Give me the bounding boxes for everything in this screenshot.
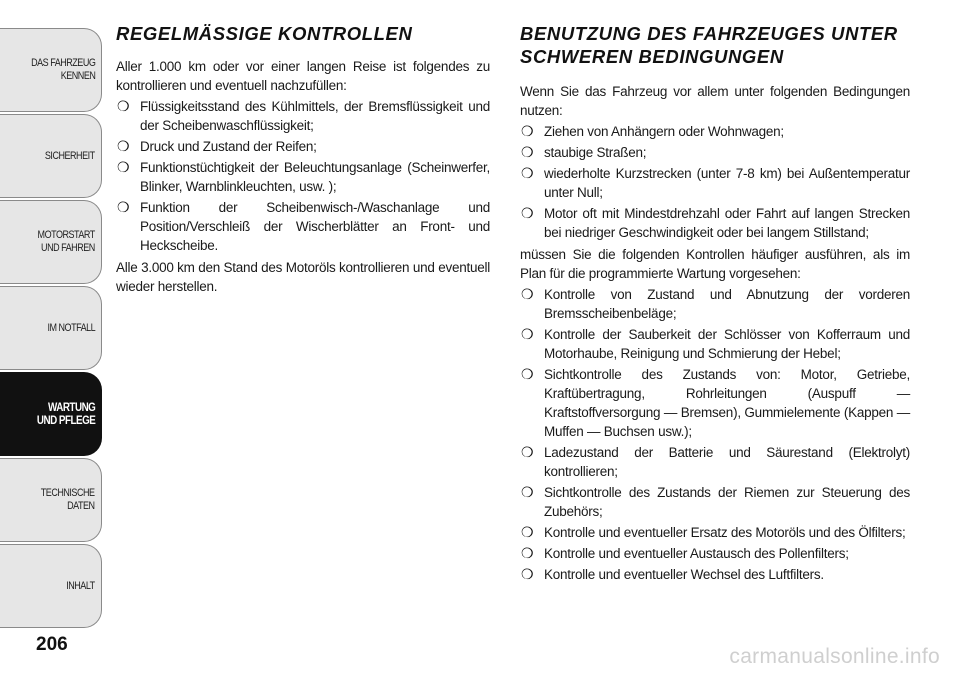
- list-item: ❍ Kontrolle der Sauberkeit der Schlösser von Kofferraum und Motorhaube, Reinigung und Schmierung der Hebel;: [521, 326, 910, 361]
- circle-bullet-icon: ❍: [521, 144, 534, 160]
- watermark: carmanualsonline.info: [729, 645, 940, 668]
- list-item: ❍ Funktion der Scheibenwisch-/Waschanlage und Position/Verschleiß der Wischerblätter an Front- und Heckscheibe.: [117, 199, 490, 253]
- circle-bullet-icon: ❍: [521, 366, 534, 382]
- circle-bullet-icon: ❍: [521, 286, 534, 302]
- list-item: ❍ wiederholte Kurzstrecken (unter 7-8 km) bei Außentemperatur unter Null;: [521, 165, 910, 200]
- tab-label: SICHERHEIT: [45, 149, 95, 162]
- tab-inhalt[interactable]: [0, 544, 102, 628]
- page-number: 206: [36, 634, 68, 655]
- list-item: ❍ Ladezustand der Batterie und Säurestand (Elektrolyt) kontrollieren;: [521, 444, 910, 479]
- circle-bullet-icon: ❍: [521, 205, 534, 221]
- circle-bullet-icon: ❍: [117, 159, 130, 175]
- outro-paragraph: Alle 3.000 km den Stand des Motoröls kontrollieren und eventuell wieder herstellen.: [116, 260, 490, 294]
- tab-label: TECHNISCHE DATEN: [41, 487, 95, 512]
- section-title: BENUTZUNG DES FAHRZEUGES UNTER SCHWEREN BEDINGUNGEN: [520, 23, 898, 67]
- list-item: ❍ Motor oft mit Mindestdrehzahl oder Fahrt auf langen Strecken bei niedriger Geschwindigkeit oder bei langem Stillstand;: [521, 205, 910, 240]
- tab-label: INHALT: [66, 579, 95, 592]
- list-item: ❍ Kontrolle von Zustand und Abnutzung der vorderen Bremsscheibenbeläge;: [521, 286, 910, 321]
- list-item: ❍ Kontrolle und eventueller Austausch des Pollenfilters;: [521, 545, 849, 561]
- circle-bullet-icon: ❍: [117, 98, 130, 114]
- tab-im-notfall[interactable]: [0, 286, 102, 370]
- checks-list: [520, 285, 910, 584]
- tab-wartung-und-pflege[interactable]: [0, 372, 102, 456]
- intro-paragraph: Aller 1.000 km oder vor einer langen Reise ist folgendes zu kontrollieren und eventuell nachzufüllen:: [116, 59, 490, 93]
- middle-paragraph: müssen Sie die folgenden Kontrollen häufiger ausführen, als im Plan für die programmierte Wartung vorgesehen:: [520, 247, 910, 281]
- circle-bullet-icon: ❍: [117, 138, 130, 154]
- tab-das-fahrzeug-kennen[interactable]: [0, 28, 102, 112]
- section-severe-conditions: [520, 22, 910, 587]
- list-item: ❍ Funktionstüchtigkeit der Beleuchtungsanlage (Scheinwerfer, Blinker, Warnblinkleuchten, usw. );: [117, 159, 490, 194]
- list-item: ❍ Sichtkontrolle des Zustands von: Motor, Getriebe, Kraftübertragung, Rohrleitungen (Auspuff — Kraftstoffversorgung — Bremsen), Gummielemente (Kappen — Muffen — Buchsen usw.);: [521, 366, 910, 439]
- list-item: ❍ Kontrolle und eventueller Wechsel des Luftfilters.: [521, 566, 824, 582]
- section-regular-checks: [116, 22, 490, 296]
- list-item: ❍ staubige Straßen;: [521, 144, 647, 160]
- list-item: ❍ Druck und Zustand der Reifen;: [117, 138, 317, 154]
- section-title: REGELMÄSSIGE KONTROLLEN: [116, 23, 413, 44]
- tab-technische-daten[interactable]: [0, 458, 102, 542]
- tab-motorstart-und-fahren[interactable]: [0, 200, 102, 284]
- tab-sicherheit[interactable]: [0, 114, 102, 198]
- list-item: ❍ Sichtkontrolle des Zustands der Riemen zur Steuerung des Zubehörs;: [521, 484, 910, 519]
- check-list: [116, 97, 490, 255]
- circle-bullet-icon: ❍: [117, 199, 130, 215]
- list-item: ❍ Flüssigkeitsstand des Kühlmittels, der Bremsflüssigkeit und der Scheibenwaschflüssigkeit;: [117, 98, 490, 133]
- circle-bullet-icon: ❍: [521, 165, 534, 181]
- list-item: ❍ Kontrolle und eventueller Ersatz des Motoröls und des Ölfilters;: [521, 524, 906, 540]
- list-item: ❍ Ziehen von Anhängern oder Wohnwagen;: [521, 123, 784, 139]
- tab-label: DAS FAHRZEUG KENNEN: [30, 57, 95, 82]
- tab-label: WARTUNG UND PFLEGE: [36, 400, 95, 427]
- circle-bullet-icon: ❍: [521, 484, 534, 500]
- intro-paragraph: Wenn Sie das Fahrzeug vor allem unter folgenden Bedingungen nutzen:: [520, 84, 910, 118]
- circle-bullet-icon: ❍: [521, 524, 534, 540]
- conditions-list: [520, 122, 910, 242]
- circle-bullet-icon: ❍: [521, 545, 534, 561]
- circle-bullet-icon: ❍: [521, 123, 534, 139]
- tab-label: IM NOTFALL: [47, 321, 95, 334]
- circle-bullet-icon: ❍: [521, 566, 534, 582]
- circle-bullet-icon: ❍: [521, 444, 534, 460]
- tab-label: MOTORSTART UND FAHREN: [37, 229, 95, 254]
- circle-bullet-icon: ❍: [521, 326, 534, 342]
